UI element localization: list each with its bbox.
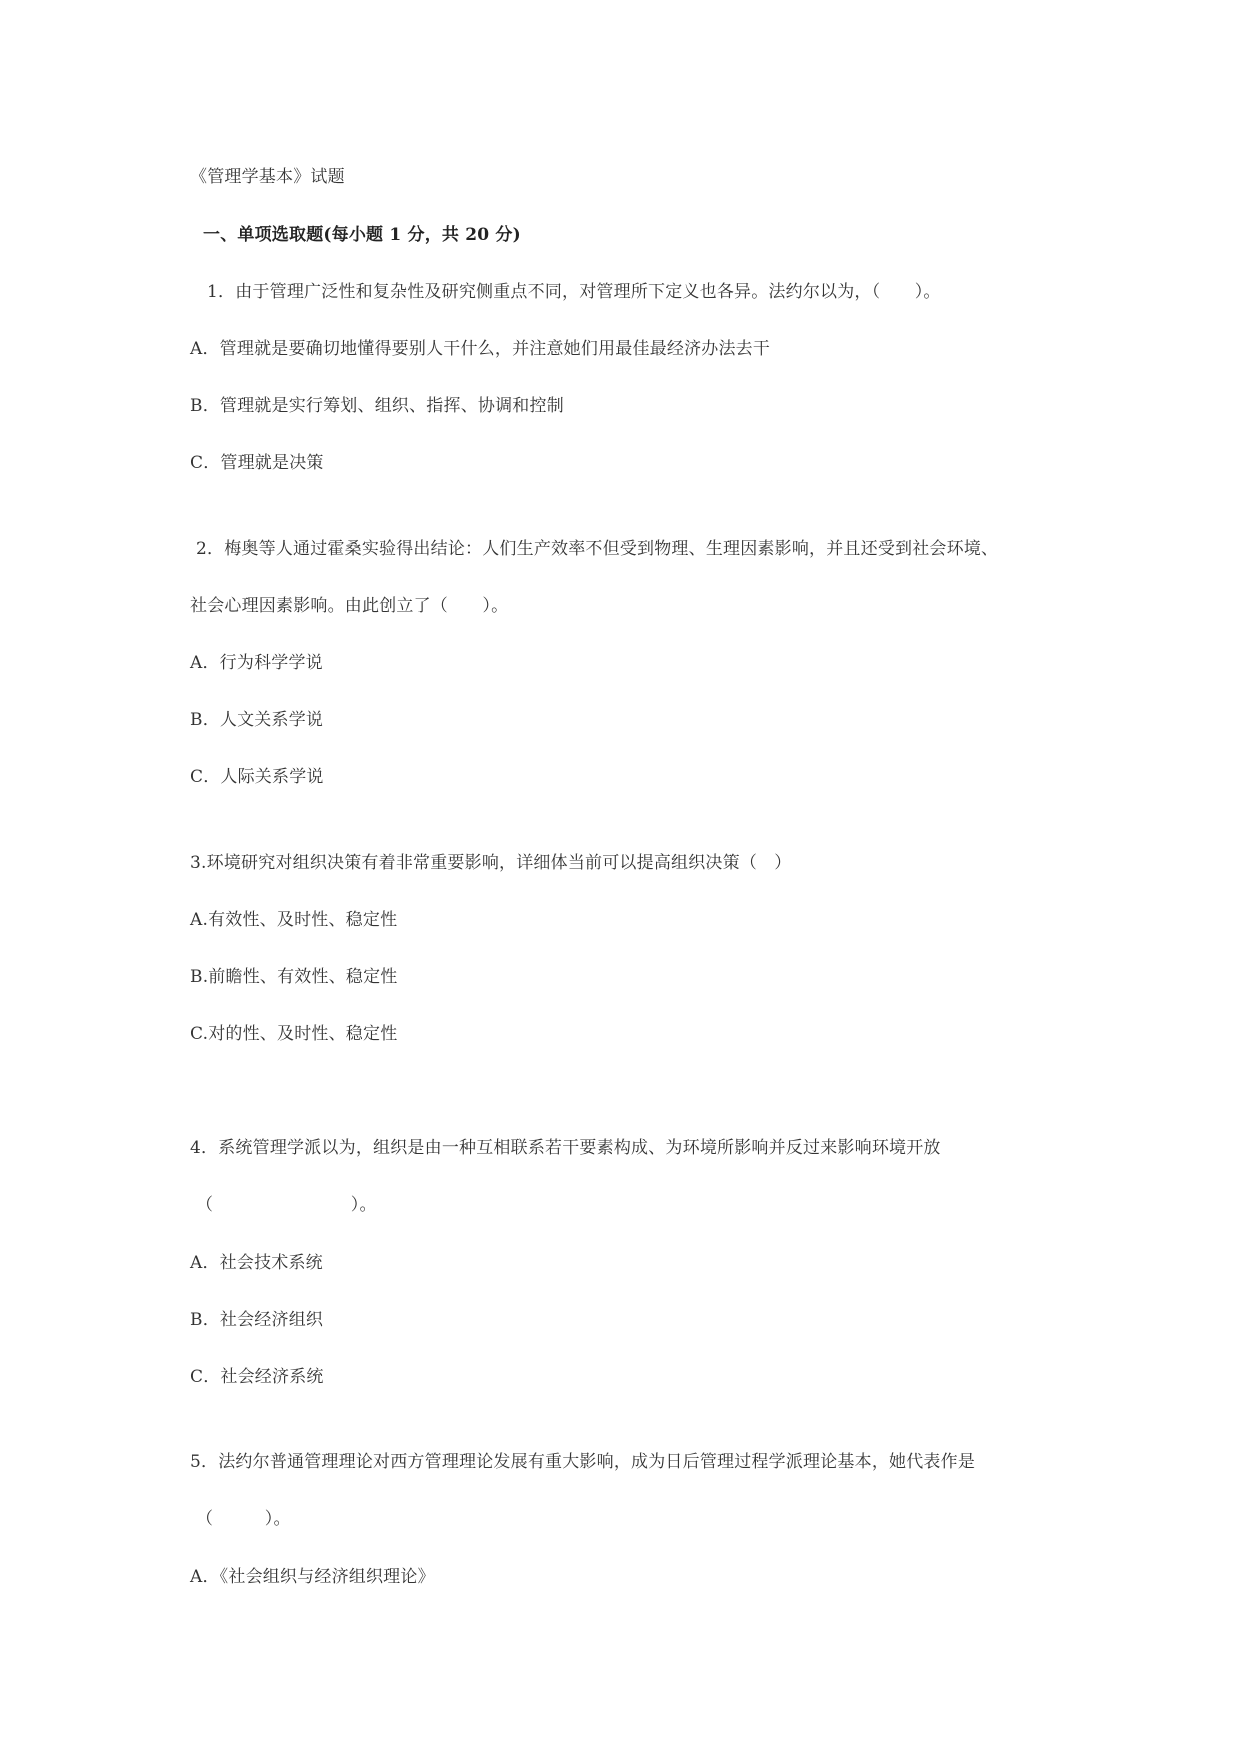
question-3-option-c: C.对的性、及时性、稳定性 xyxy=(190,1024,398,1044)
question-4-stem-line-2: （ ）。 xyxy=(196,1195,377,1215)
question-2-stem-line-1: 2．梅奥等人通过霍桑实验得出结论：人们生产效率不但受到物理、生理因素影响，并且还受到社会环境、 xyxy=(196,539,999,559)
question-1-stem: 1．由于管理广泛性和复杂性及研究侧重点不同，对管理所下定义也各异。法约尔以为，（ ）。 xyxy=(207,282,941,302)
question-4-option-b: B．社会经济组织 xyxy=(190,1310,324,1330)
question-4-option-a: A．社会技术系统 xyxy=(190,1253,323,1273)
question-2-option-c: C．人际关系学说 xyxy=(190,767,324,787)
question-4-option-c: C．社会经济系统 xyxy=(190,1367,324,1387)
section-heading: 一、单项选取题(每小题 1 分，共 20 分) xyxy=(203,225,521,245)
question-5-stem-line-2: （ ）。 xyxy=(196,1509,291,1529)
question-2-option-a: A．行为科学学说 xyxy=(190,653,323,673)
question-5-stem-line-1: 5．法约尔普通管理理论对西方管理理论发展有重大影响，成为日后管理过程学派理论基本，她代表作是 xyxy=(190,1452,976,1472)
question-3-stem: 3.环境研究对组织决策有着非常重要影响，详细体当前可以提高组织决策（ ） xyxy=(190,853,792,873)
question-4-stem-line-1: 4．系统管理学派以为，组织是由一种互相联系若干要素构成、为环境所影响并反过来影响环境开放 xyxy=(190,1138,941,1158)
page-title: 《管理学基本》试题 xyxy=(190,167,345,187)
question-2-option-b: B．人文关系学说 xyxy=(190,710,324,730)
question-2-stem-line-2: 社会心理因素影响。由此创立了（ ）。 xyxy=(190,596,509,616)
question-1-option-c: C．管理就是决策 xyxy=(190,453,324,473)
question-3-option-b: B.前瞻性、有效性、稳定性 xyxy=(190,967,398,987)
question-5-option-a: A．《社会组织与经济组织理论》 xyxy=(190,1567,435,1587)
question-1-option-a: A．管理就是要确切地懂得要别人干什么，并注意她们用最佳最经济办法去干 xyxy=(190,339,771,359)
question-1-option-b: B．管理就是实行筹划、组织、指挥、协调和控制 xyxy=(190,396,564,416)
question-3-option-a: A.有效性、及时性、稳定性 xyxy=(190,910,398,930)
